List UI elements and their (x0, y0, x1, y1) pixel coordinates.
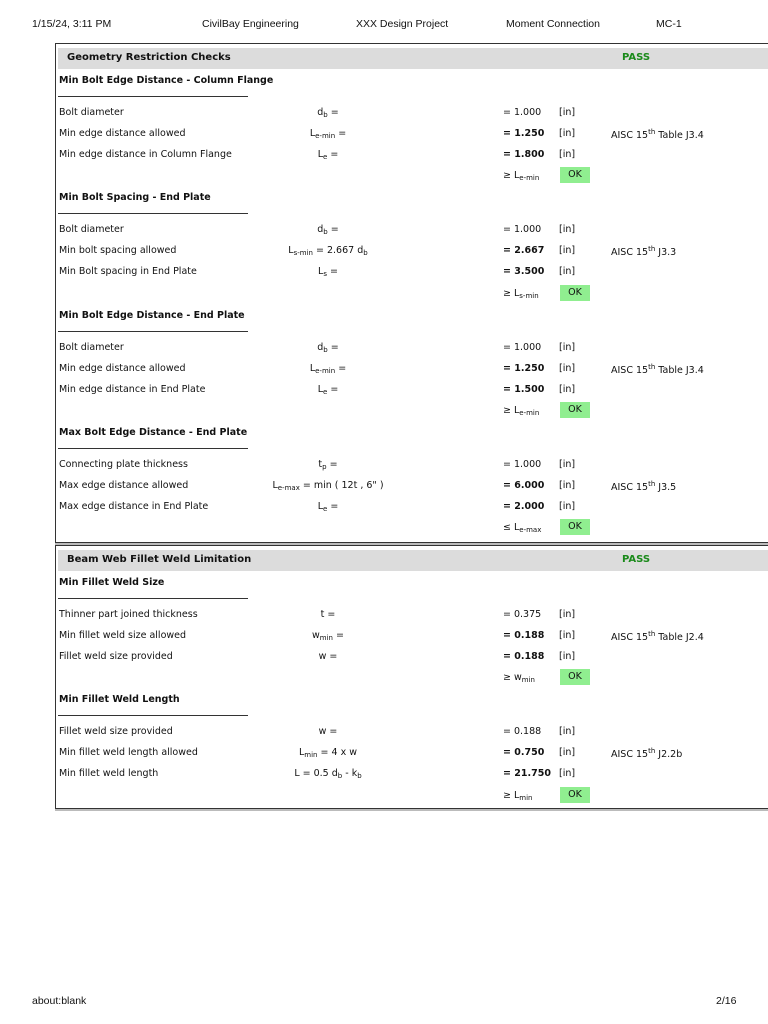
calc-row (56, 497, 768, 518)
row-symbol: $L_{e-min}$ = (309, 128, 347, 140)
row-symbol: $L_{min} = 4$ x w (299, 747, 357, 759)
pass-status: PASS (622, 554, 651, 565)
check-condition: ≥ $L_{e-min}$ (503, 170, 540, 182)
code-reference: AISC 15th J2.2b (611, 747, 683, 760)
row-symbol: $L_s$ = (318, 266, 338, 278)
ok-badge: OK (560, 669, 590, 685)
row-symbol: $L_{e-max} = \min$ ( 12t , 6" ) (272, 480, 384, 492)
row-value: = 1.000 (503, 342, 542, 353)
check-condition: ≥ $L_{min}$ (503, 790, 533, 802)
row-label: Min edge distance allowed (59, 128, 186, 139)
row-unit: [in] (559, 768, 576, 779)
row-value: = 0.375 (503, 609, 542, 620)
check-row (56, 786, 768, 807)
row-value: = 0.188 (503, 726, 542, 737)
row-label: Bolt diameter (59, 342, 124, 353)
row-label: Min fillet weld length allowed (59, 747, 198, 758)
row-symbol: $L_e$ = (317, 149, 339, 161)
section-title-row (56, 573, 768, 594)
code-reference: AISC 15th J3.5 (611, 480, 677, 493)
row-symbol: w = (318, 651, 338, 662)
ok-badge: OK (560, 519, 590, 535)
calc-row (56, 605, 768, 626)
row-value: = 1.800 (503, 149, 545, 160)
calc-row (56, 103, 768, 124)
row-label: Min Bolt spacing in End Plate (59, 266, 197, 277)
panel-header (58, 550, 768, 571)
row-symbol: $L_e$ = (317, 384, 339, 396)
section-title-row (56, 188, 768, 209)
code-reference: AISC 15th Table J3.4 (611, 128, 704, 141)
row-value: = 3.500 (503, 266, 545, 277)
calc-row (56, 455, 768, 476)
row-symbol: $d_b$ = (317, 342, 339, 354)
ok-badge: OK (560, 285, 590, 301)
row-symbol: w = (318, 726, 338, 737)
row-label: Min fillet weld length (59, 768, 159, 779)
row-value: = 0.188 (503, 651, 545, 662)
row-unit: [in] (559, 149, 576, 160)
row-label: Max edge distance allowed (59, 480, 189, 491)
row-symbol: t = (320, 609, 336, 620)
reference-clause: Table J3.4 (658, 130, 704, 141)
ok-badge: OK (560, 402, 590, 418)
row-value: = 1.000 (503, 107, 542, 118)
row-value: = 1.000 (503, 224, 542, 235)
row-label: Connecting plate thickness (59, 459, 188, 470)
row-label: Fillet weld size provided (59, 726, 173, 737)
row-unit: [in] (559, 107, 576, 118)
formula-text: = 2.667 d (316, 245, 364, 256)
calc-row (56, 764, 768, 785)
ok-badge: OK (560, 167, 590, 183)
panel-header (58, 48, 768, 69)
row-unit: [in] (559, 726, 576, 737)
section-divider (58, 598, 248, 599)
section-divider (58, 96, 248, 97)
pass-status: PASS (622, 52, 651, 63)
check-row (56, 668, 768, 689)
row-value: = 21.750 (503, 768, 551, 779)
section-divider (58, 331, 248, 332)
row-symbol: L = 0.5 $d_b - k_b$ (294, 768, 362, 780)
section-divider (58, 715, 248, 716)
code-reference: AISC 15th Table J3.4 (611, 363, 704, 376)
topic-name: Moment Connection (506, 18, 600, 30)
calc-row (56, 124, 768, 145)
section-divider (58, 448, 248, 449)
calc-row (56, 743, 768, 764)
row-label: Fillet weld size provided (59, 651, 173, 662)
section-title-row (56, 306, 768, 327)
section-title-row (56, 690, 768, 711)
row-label: Min edge distance in Column Flange (59, 149, 232, 160)
reference-clause: J3.3 (658, 247, 677, 258)
row-symbol: $L_{e-min}$ = (309, 363, 347, 375)
sheet-code: MC-1 (656, 18, 682, 30)
row-label: Bolt diameter (59, 224, 124, 235)
check-row (56, 401, 768, 422)
row-symbol: $L_e$ = (317, 501, 339, 513)
check-condition: ≥ $L_{e-min}$ (503, 405, 540, 417)
row-label: Max edge distance in End Plate (59, 501, 209, 512)
section-title: Min Fillet Weld Length (59, 694, 180, 705)
row-unit: [in] (559, 245, 576, 256)
check-row (56, 166, 768, 187)
reference-clause: J3.5 (658, 482, 677, 493)
section-title: Min Bolt Edge Distance - End Plate (59, 310, 245, 321)
row-label: Min edge distance in End Plate (59, 384, 206, 395)
row-unit: [in] (559, 609, 576, 620)
calc-row (56, 145, 768, 166)
check-row (56, 284, 768, 305)
row-unit: [in] (559, 630, 576, 641)
row-unit: [in] (559, 459, 576, 470)
reference-clause: Table J3.4 (658, 365, 704, 376)
formula-text: - k (342, 768, 358, 779)
page-number: 2/16 (716, 995, 737, 1007)
beam-web-fillet-weld-panel (55, 545, 768, 809)
row-unit: [in] (559, 342, 576, 353)
section-title: Max Bolt Edge Distance - End Plate (59, 427, 248, 438)
formula-text: = min ( 12t , 6" ) (302, 480, 384, 491)
panel-title: Geometry Restriction Checks (67, 52, 231, 63)
formula-text: = 4 x w (320, 747, 357, 758)
row-label: Bolt diameter (59, 107, 124, 118)
row-value: = 2.000 (503, 501, 545, 512)
geometry-restriction-panel (55, 43, 768, 543)
row-unit: [in] (559, 224, 576, 235)
row-unit: [in] (559, 651, 576, 662)
row-value: = 1.000 (503, 459, 542, 470)
row-label: Min bolt spacing allowed (59, 245, 177, 256)
ok-badge: OK (560, 787, 590, 803)
code-reference: AISC 15th J3.3 (611, 245, 677, 258)
row-symbol: $L_{s-min} = 2.667$ $d_b$ (288, 245, 368, 257)
print-datetime: 1/15/24, 3:11 PM (32, 18, 112, 30)
check-condition: ≥ $w_{min}$ (503, 672, 535, 684)
section-divider (58, 213, 248, 214)
row-value: = 1.250 (503, 128, 545, 139)
row-value: = 1.500 (503, 384, 545, 395)
section-title: Min Bolt Edge Distance - Column Flange (59, 75, 274, 86)
calc-row (56, 380, 768, 401)
reference-clause: Table J2.4 (658, 632, 704, 643)
calc-row (56, 338, 768, 359)
check-condition: ≥ $L_{s-min}$ (503, 288, 539, 300)
row-symbol: $t_p$ = (318, 459, 338, 471)
calc-row (56, 262, 768, 283)
calc-row (56, 626, 768, 647)
calc-row (56, 241, 768, 262)
project-name: XXX Design Project (356, 18, 449, 30)
section-title: Min Fillet Weld Size (59, 577, 165, 588)
section-title: Min Bolt Spacing - End Plate (59, 192, 211, 203)
row-symbol: $w_{min}$ = (312, 630, 344, 642)
code-reference: AISC 15th Table J2.4 (611, 630, 704, 643)
calc-row (56, 647, 768, 668)
row-label: Thinner part joined thickness (59, 609, 198, 620)
check-condition: ≤ $L_{e-max}$ (503, 522, 542, 534)
page-url: about:blank (32, 995, 87, 1007)
row-symbol: $d_b$ = (317, 224, 339, 236)
calc-row (56, 722, 768, 743)
section-title-row (56, 423, 768, 444)
row-value: = 0.188 (503, 630, 545, 641)
reference-clause: J2.2b (658, 749, 683, 760)
row-unit: [in] (559, 480, 576, 491)
row-label: Min edge distance allowed (59, 363, 186, 374)
row-value: = 6.000 (503, 480, 545, 491)
row-unit: [in] (559, 128, 576, 139)
row-value: = 2.667 (503, 245, 545, 256)
row-unit: [in] (559, 747, 576, 758)
row-label: Min fillet weld size allowed (59, 630, 187, 641)
calc-row (56, 476, 768, 497)
row-value: = 1.250 (503, 363, 545, 374)
company-name: CivilBay Engineering (202, 18, 299, 30)
panel-title: Beam Web Fillet Weld Limitation (67, 554, 252, 565)
check-row (56, 518, 768, 539)
calc-row (56, 359, 768, 380)
row-symbol: $d_b$ = (317, 107, 339, 119)
row-value: = 0.750 (503, 747, 545, 758)
row-unit: [in] (559, 363, 576, 374)
row-unit: [in] (559, 501, 576, 512)
section-title-row (56, 71, 768, 92)
calc-row (56, 220, 768, 241)
row-unit: [in] (559, 384, 576, 395)
formula-text: L = 0.5 d (294, 768, 338, 779)
row-unit: [in] (559, 266, 576, 277)
